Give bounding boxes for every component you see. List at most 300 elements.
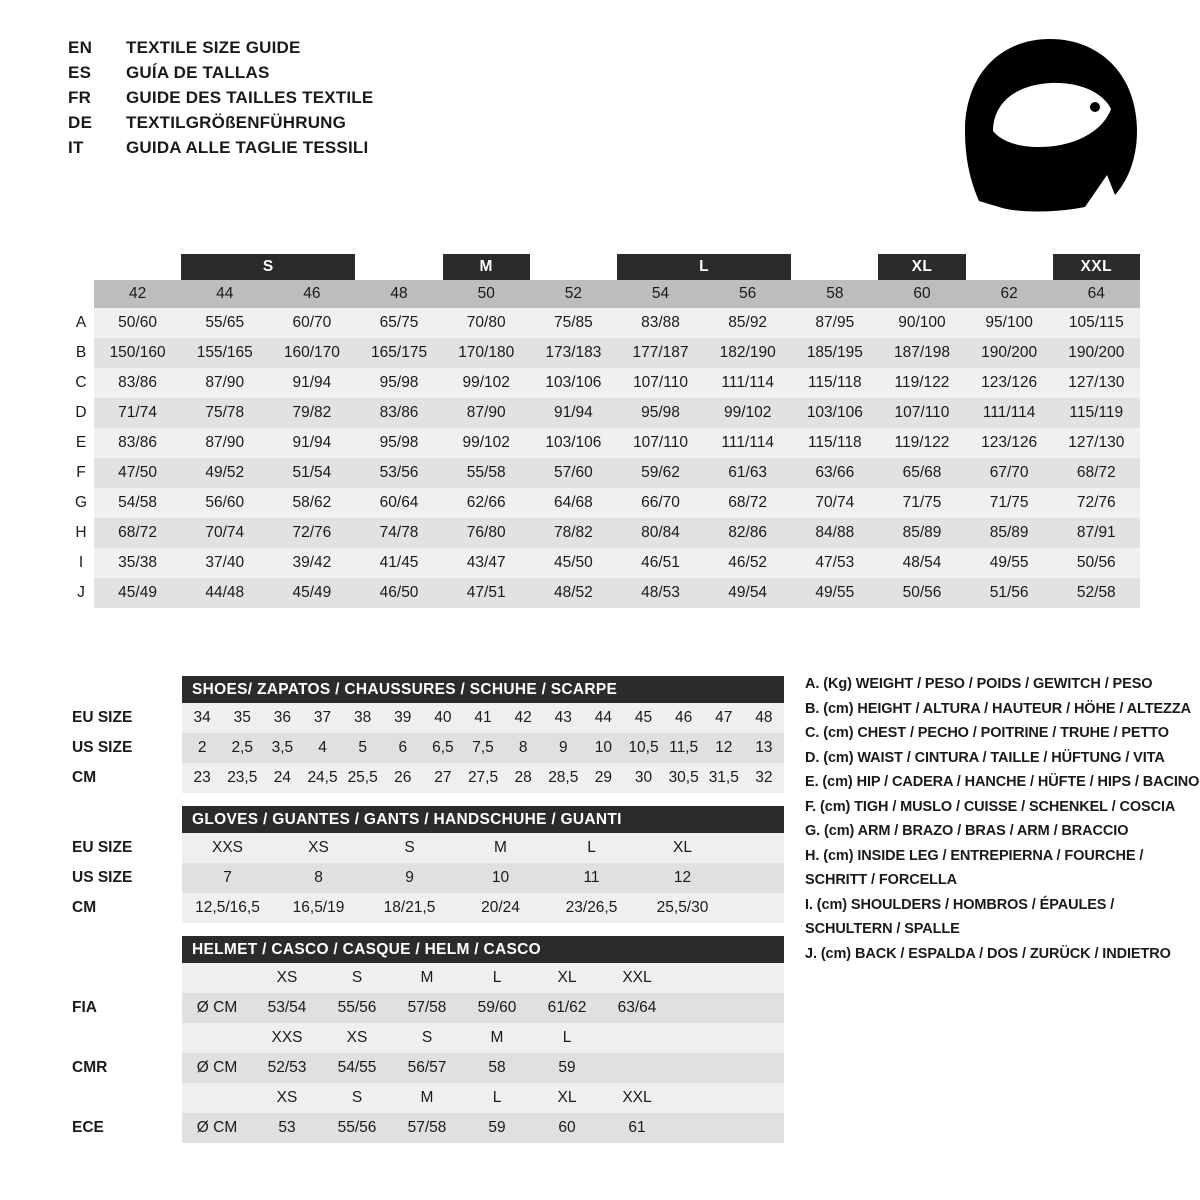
cell: 80/84 (617, 518, 704, 548)
size-col-header: S (322, 1083, 392, 1113)
cell: 83/86 (94, 428, 181, 458)
cell: 127/130 (1053, 368, 1140, 398)
legend-item: A. (Kg) WEIGHT / PESO / POIDS / GEWITCH / PESO (805, 676, 1153, 692)
cell: 57/58 (392, 993, 462, 1023)
cell: 62/66 (443, 488, 530, 518)
cell: 84/88 (791, 518, 878, 548)
cell: 30,5 (664, 763, 704, 793)
cell: 57/58 (392, 1113, 462, 1143)
row-key: B (68, 338, 94, 368)
cell: 63/66 (791, 458, 878, 488)
table-row (68, 703, 784, 733)
row-key: H (68, 518, 94, 548)
cell: 45/49 (268, 578, 355, 608)
cell: 99/102 (443, 428, 530, 458)
cell: 37 (302, 703, 342, 733)
cell: 59/60 (462, 993, 532, 1023)
cell: 85/89 (966, 518, 1053, 548)
cell: 75/85 (530, 308, 617, 338)
header-lang: DE (68, 113, 93, 132)
header-title: TEXTILGRÖßENFÜHRUNG (126, 113, 347, 132)
size-col-header: XL (532, 1083, 602, 1113)
cell: 103/106 (530, 368, 617, 398)
cell: S (364, 833, 455, 863)
header-row (68, 38, 373, 63)
row-label: CMR (68, 1053, 182, 1083)
group-empty (355, 254, 442, 280)
cell: 4 (302, 733, 342, 763)
size-col-header: L (462, 963, 532, 993)
cell: 82/86 (704, 518, 791, 548)
textile-size-table (68, 254, 1140, 608)
group-label-xl: XL (878, 254, 965, 280)
cell: 67/70 (966, 458, 1053, 488)
cell: 24,5 (302, 763, 342, 793)
cell: 55/56 (322, 993, 392, 1023)
cell: XL (637, 833, 728, 863)
group-empty (94, 254, 181, 280)
legend-item: I. (cm) SHOULDERS / HOMBROS / ÉPAULES / (805, 896, 1115, 913)
cell: 68/72 (704, 488, 791, 518)
size-col-header: XL (532, 963, 602, 993)
cell: 27 (423, 763, 463, 793)
table-row (68, 893, 784, 923)
table-row (68, 863, 784, 893)
table-row (68, 548, 1140, 578)
row-key: J (68, 578, 94, 608)
cell: 72/76 (268, 518, 355, 548)
cell: 52/58 (1053, 578, 1140, 608)
cell: 61 (602, 1113, 672, 1143)
row-label: CM (68, 763, 182, 793)
legend-item: G. (cm) ARM / BRAZO / BRAS / ARM / BRACCIO (805, 823, 1129, 839)
cell: 190/200 (1053, 338, 1140, 368)
cell: 91/94 (268, 368, 355, 398)
row-key: F (68, 458, 94, 488)
size-col-header: M (462, 1023, 532, 1053)
cell: 115/119 (1053, 398, 1140, 428)
cell (602, 1023, 672, 1053)
table-row (68, 368, 1140, 398)
row-label-empty (68, 963, 182, 993)
cell: 9 (364, 863, 455, 893)
cell: 2 (182, 733, 222, 763)
cell: 87/90 (181, 368, 268, 398)
shoes-table (68, 676, 784, 793)
legend-item: B. (cm) HEIGHT / ALTURA / HAUTEUR / HÖHE / ALTEZZA (805, 700, 1191, 717)
cell: 48/53 (617, 578, 704, 608)
cell: 85/89 (878, 518, 965, 548)
group-label-xxl: XXL (1053, 254, 1140, 280)
cell: 103/106 (530, 428, 617, 458)
cell: 43/47 (443, 548, 530, 578)
row-label: EU SIZE (68, 703, 182, 733)
cell: 60/64 (355, 488, 442, 518)
row-label: EU SIZE (68, 833, 182, 863)
cell: 99/102 (704, 398, 791, 428)
group-empty (530, 254, 617, 280)
cell (602, 1053, 672, 1083)
cell: 49/55 (791, 578, 878, 608)
cell: 59/62 (617, 458, 704, 488)
cell: 165/175 (355, 338, 442, 368)
cell: 53 (252, 1113, 322, 1143)
cell: 45/49 (94, 578, 181, 608)
cell: 47/51 (443, 578, 530, 608)
cell: 70/80 (443, 308, 530, 338)
cell: 28,5 (543, 763, 583, 793)
row-label: CM (68, 893, 182, 923)
table-row (68, 1113, 784, 1143)
cell: 95/98 (355, 428, 442, 458)
cell: 10 (583, 733, 623, 763)
cell: 26 (383, 763, 423, 793)
size-col-header: 62 (966, 280, 1053, 308)
cell (672, 1023, 784, 1053)
cell: 50/60 (94, 308, 181, 338)
cell: 48/52 (530, 578, 617, 608)
cell: 41/45 (355, 548, 442, 578)
row-key: D (68, 398, 94, 428)
cell: 58 (462, 1053, 532, 1083)
cell (728, 893, 784, 923)
cell: 185/195 (791, 338, 878, 368)
cell: 29 (583, 763, 623, 793)
cell (182, 1083, 252, 1113)
cell: 35 (222, 703, 262, 733)
cell (672, 993, 784, 1023)
table-row (68, 398, 1140, 428)
table-row (68, 308, 1140, 338)
cell: 155/165 (181, 338, 268, 368)
racing-helmet-icon (955, 35, 1145, 215)
cell: 44/48 (181, 578, 268, 608)
row-label: FIA (68, 993, 182, 1023)
cell: 31,5 (704, 763, 744, 793)
cell: 53/56 (355, 458, 442, 488)
cell: 71/75 (966, 488, 1053, 518)
cell (672, 1083, 784, 1113)
cell: 41 (463, 703, 503, 733)
size-col-header: XS (252, 1083, 322, 1113)
cell: 28 (503, 763, 543, 793)
cell: 87/95 (791, 308, 878, 338)
gloves-table (68, 806, 784, 923)
cell: 39/42 (268, 548, 355, 578)
cell: 72/76 (1053, 488, 1140, 518)
cell: 23/26,5 (546, 893, 637, 923)
cell: 47/53 (791, 548, 878, 578)
cell: 61/63 (704, 458, 791, 488)
size-col-header: 46 (268, 280, 355, 308)
table-row (68, 578, 1140, 608)
cell: 59 (532, 1053, 602, 1083)
cell: 55/56 (322, 1113, 392, 1143)
cell: 32 (744, 763, 784, 793)
header-lang: ES (68, 63, 92, 82)
cell: 91/94 (268, 428, 355, 458)
cell: 150/160 (94, 338, 181, 368)
group-label-m: M (443, 254, 530, 280)
cell: 13 (744, 733, 784, 763)
legend-item: D. (cm) WAIST / CINTURA / TAILLE / HÜFTUNG / VITA (805, 749, 1165, 766)
size-col-header: 52 (530, 280, 617, 308)
size-col-header: XXS (252, 1023, 322, 1053)
cell: 60 (532, 1113, 602, 1143)
cell: 12,5/16,5 (182, 893, 273, 923)
cell: 48 (744, 703, 784, 733)
cell: 111/114 (966, 398, 1053, 428)
cell: 46 (664, 703, 704, 733)
cell: 47 (704, 703, 744, 733)
header-row (68, 88, 373, 113)
unit-label: Ø CM (182, 993, 252, 1023)
header-lang: FR (68, 88, 92, 107)
size-col-header: 48 (355, 280, 442, 308)
size-col-header: 64 (1053, 280, 1140, 308)
cell: 187/198 (878, 338, 965, 368)
unit-label: Ø CM (182, 1113, 252, 1143)
cell: 54/58 (94, 488, 181, 518)
size-col-header: S (392, 1023, 462, 1053)
cell: 56/60 (181, 488, 268, 518)
cell: 42 (503, 703, 543, 733)
cell (728, 863, 784, 893)
size-col-header: 60 (878, 280, 965, 308)
cell: 74/78 (355, 518, 442, 548)
cell: 39 (383, 703, 423, 733)
cell: 45/50 (530, 548, 617, 578)
header-title: GUIDE DES TAILLES TEXTILE (126, 88, 374, 107)
cell: 11 (546, 863, 637, 893)
size-col-header: L (532, 1023, 602, 1053)
cell: 35/38 (94, 548, 181, 578)
cell: 23,5 (222, 763, 262, 793)
cell: 12 (637, 863, 728, 893)
cell (672, 1053, 784, 1083)
table-row (68, 1053, 784, 1083)
cell: 10,5 (623, 733, 663, 763)
cell: 7 (182, 863, 273, 893)
size-header-row (68, 280, 1140, 308)
legend-item: J. (cm) BACK / ESPALDA / DOS / ZURÜCK / INDIETRO (805, 945, 1171, 962)
cell: 9 (543, 733, 583, 763)
cell: 38 (343, 703, 383, 733)
cell: 105/115 (1053, 308, 1140, 338)
cell: 46/52 (704, 548, 791, 578)
cell: 119/122 (878, 368, 965, 398)
legend-item: E. (cm) HIP / CADERA / HANCHE / HÜFTE / HIPS / BACINO (805, 774, 1200, 790)
cell: 11,5 (664, 733, 704, 763)
legend-item: SCHULTERN / SPALLE (805, 921, 960, 937)
cell: 16,5/19 (273, 893, 364, 923)
header-row (68, 113, 373, 138)
cell (182, 963, 252, 993)
cell: 51/54 (268, 458, 355, 488)
header-row (68, 138, 373, 163)
group-empty (966, 254, 1053, 280)
cell: 123/126 (966, 368, 1053, 398)
cell: 160/170 (268, 338, 355, 368)
cell: 170/180 (443, 338, 530, 368)
group-empty (791, 254, 878, 280)
group-label-l: L (617, 254, 791, 280)
cell: 25,5 (343, 763, 383, 793)
size-col-header: XXL (602, 1083, 672, 1113)
cell: 55/58 (443, 458, 530, 488)
cell: XXS (182, 833, 273, 863)
table-row (68, 458, 1140, 488)
cell: 119/122 (878, 428, 965, 458)
cell: 48/54 (878, 548, 965, 578)
cell: 24 (262, 763, 302, 793)
table-row (68, 763, 784, 793)
cell: 78/82 (530, 518, 617, 548)
helmet-header-row (68, 1083, 784, 1113)
cell: 46/51 (617, 548, 704, 578)
cell: 49/52 (181, 458, 268, 488)
cell: 45 (623, 703, 663, 733)
cell: 103/106 (791, 398, 878, 428)
cell: 8 (503, 733, 543, 763)
cell: 83/86 (355, 398, 442, 428)
cell: 5 (343, 733, 383, 763)
cell (672, 1113, 784, 1143)
cell: 65/75 (355, 308, 442, 338)
cell: L (546, 833, 637, 863)
header-title: GUÍA DE TALLAS (126, 63, 270, 82)
row-key: G (68, 488, 94, 518)
header-title: GUIDA ALLE TAGLIE TESSILI (126, 138, 369, 157)
size-col-header: M (392, 1083, 462, 1113)
row-label: US SIZE (68, 733, 182, 763)
legend-item: SCHRITT / FORCELLA (805, 872, 958, 888)
cell: 27,5 (463, 763, 503, 793)
cell: 71/74 (94, 398, 181, 428)
size-col-header: XS (322, 1023, 392, 1053)
legend-item: C. (cm) CHEST / PECHO / POITRINE / TRUHE / PETTO (805, 725, 1169, 741)
size-col-header: 58 (791, 280, 878, 308)
cell: 3,5 (262, 733, 302, 763)
cell: 182/190 (704, 338, 791, 368)
cell: 95/98 (617, 398, 704, 428)
cell: 75/78 (181, 398, 268, 428)
cell: 95/98 (355, 368, 442, 398)
cell: 6 (383, 733, 423, 763)
row-key: E (68, 428, 94, 458)
cell: 87/91 (1053, 518, 1140, 548)
cell: 177/187 (617, 338, 704, 368)
size-col-header: XXL (602, 963, 672, 993)
legend-item: H. (cm) INSIDE LEG / ENTREPIERNA / FOURCHE / (805, 847, 1144, 864)
cell: 123/126 (966, 428, 1053, 458)
cell: 65/68 (878, 458, 965, 488)
size-col-header: 42 (94, 280, 181, 308)
cell: 63/64 (602, 993, 672, 1023)
cell: 52/53 (252, 1053, 322, 1083)
cell: 64/68 (530, 488, 617, 518)
cell: 190/200 (966, 338, 1053, 368)
helmet-title: HELMET / CASCO / CASQUE / HELM / CASCO (182, 936, 784, 963)
size-col-header: 54 (617, 280, 704, 308)
cell (728, 833, 784, 863)
cell: 25,5/30 (637, 893, 728, 923)
cell: 47/50 (94, 458, 181, 488)
cell: 66/70 (617, 488, 704, 518)
helmet-header-row (68, 1023, 784, 1053)
cell: 60/70 (268, 308, 355, 338)
cell: 107/110 (617, 368, 704, 398)
cell: 85/92 (704, 308, 791, 338)
cell: 50/56 (1053, 548, 1140, 578)
cell: 87/90 (181, 428, 268, 458)
row-label-empty (68, 1023, 182, 1053)
table-row (68, 428, 1140, 458)
cell: 173/183 (530, 338, 617, 368)
row-key: A (68, 308, 94, 338)
cell: 18/21,5 (364, 893, 455, 923)
cell: XS (273, 833, 364, 863)
cell: 87/90 (443, 398, 530, 428)
cell: 23 (182, 763, 222, 793)
cell: 2,5 (222, 733, 262, 763)
cell: 127/130 (1053, 428, 1140, 458)
cell: 53/54 (252, 993, 322, 1023)
cell: 43 (543, 703, 583, 733)
cell: 55/65 (181, 308, 268, 338)
gloves-title: GLOVES / GUANTES / GANTS / HANDSCHUHE / GUANTI (182, 806, 784, 833)
cell: 70/74 (791, 488, 878, 518)
cell: 50/56 (878, 578, 965, 608)
cell: 111/114 (704, 368, 791, 398)
size-col-header: 50 (443, 280, 530, 308)
cell: 40 (423, 703, 463, 733)
cell: 59 (462, 1113, 532, 1143)
group-label-s: S (181, 254, 355, 280)
legend-item: F. (cm) TIGH / MUSLO / CUISSE / SCHENKEL / COSCIA (805, 798, 1176, 815)
cell: 115/118 (791, 368, 878, 398)
cell: 37/40 (181, 548, 268, 578)
cell: 91/94 (530, 398, 617, 428)
measurement-legend (805, 672, 1200, 966)
cell: 49/54 (704, 578, 791, 608)
cell: 20/24 (455, 893, 546, 923)
size-col-header: 56 (704, 280, 791, 308)
size-col-header: 44 (181, 280, 268, 308)
unit-label: Ø CM (182, 1053, 252, 1083)
group-empty (68, 254, 94, 280)
cell: 115/118 (791, 428, 878, 458)
cell: 99/102 (443, 368, 530, 398)
table-row (68, 733, 784, 763)
cell: 111/114 (704, 428, 791, 458)
cell: 107/110 (878, 398, 965, 428)
cell: 107/110 (617, 428, 704, 458)
header-title: TEXTILE SIZE GUIDE (126, 38, 301, 57)
header-lang: EN (68, 38, 93, 57)
cell: 76/80 (443, 518, 530, 548)
table-row (68, 488, 1140, 518)
helmet-header-row (68, 963, 784, 993)
cell: 61/62 (532, 993, 602, 1023)
header-row (68, 63, 373, 88)
helmet-table (68, 936, 784, 1143)
cell: 56/57 (392, 1053, 462, 1083)
cell: 57/60 (530, 458, 617, 488)
row-key: I (68, 548, 94, 578)
cell: 71/75 (878, 488, 965, 518)
cell: 79/82 (268, 398, 355, 428)
